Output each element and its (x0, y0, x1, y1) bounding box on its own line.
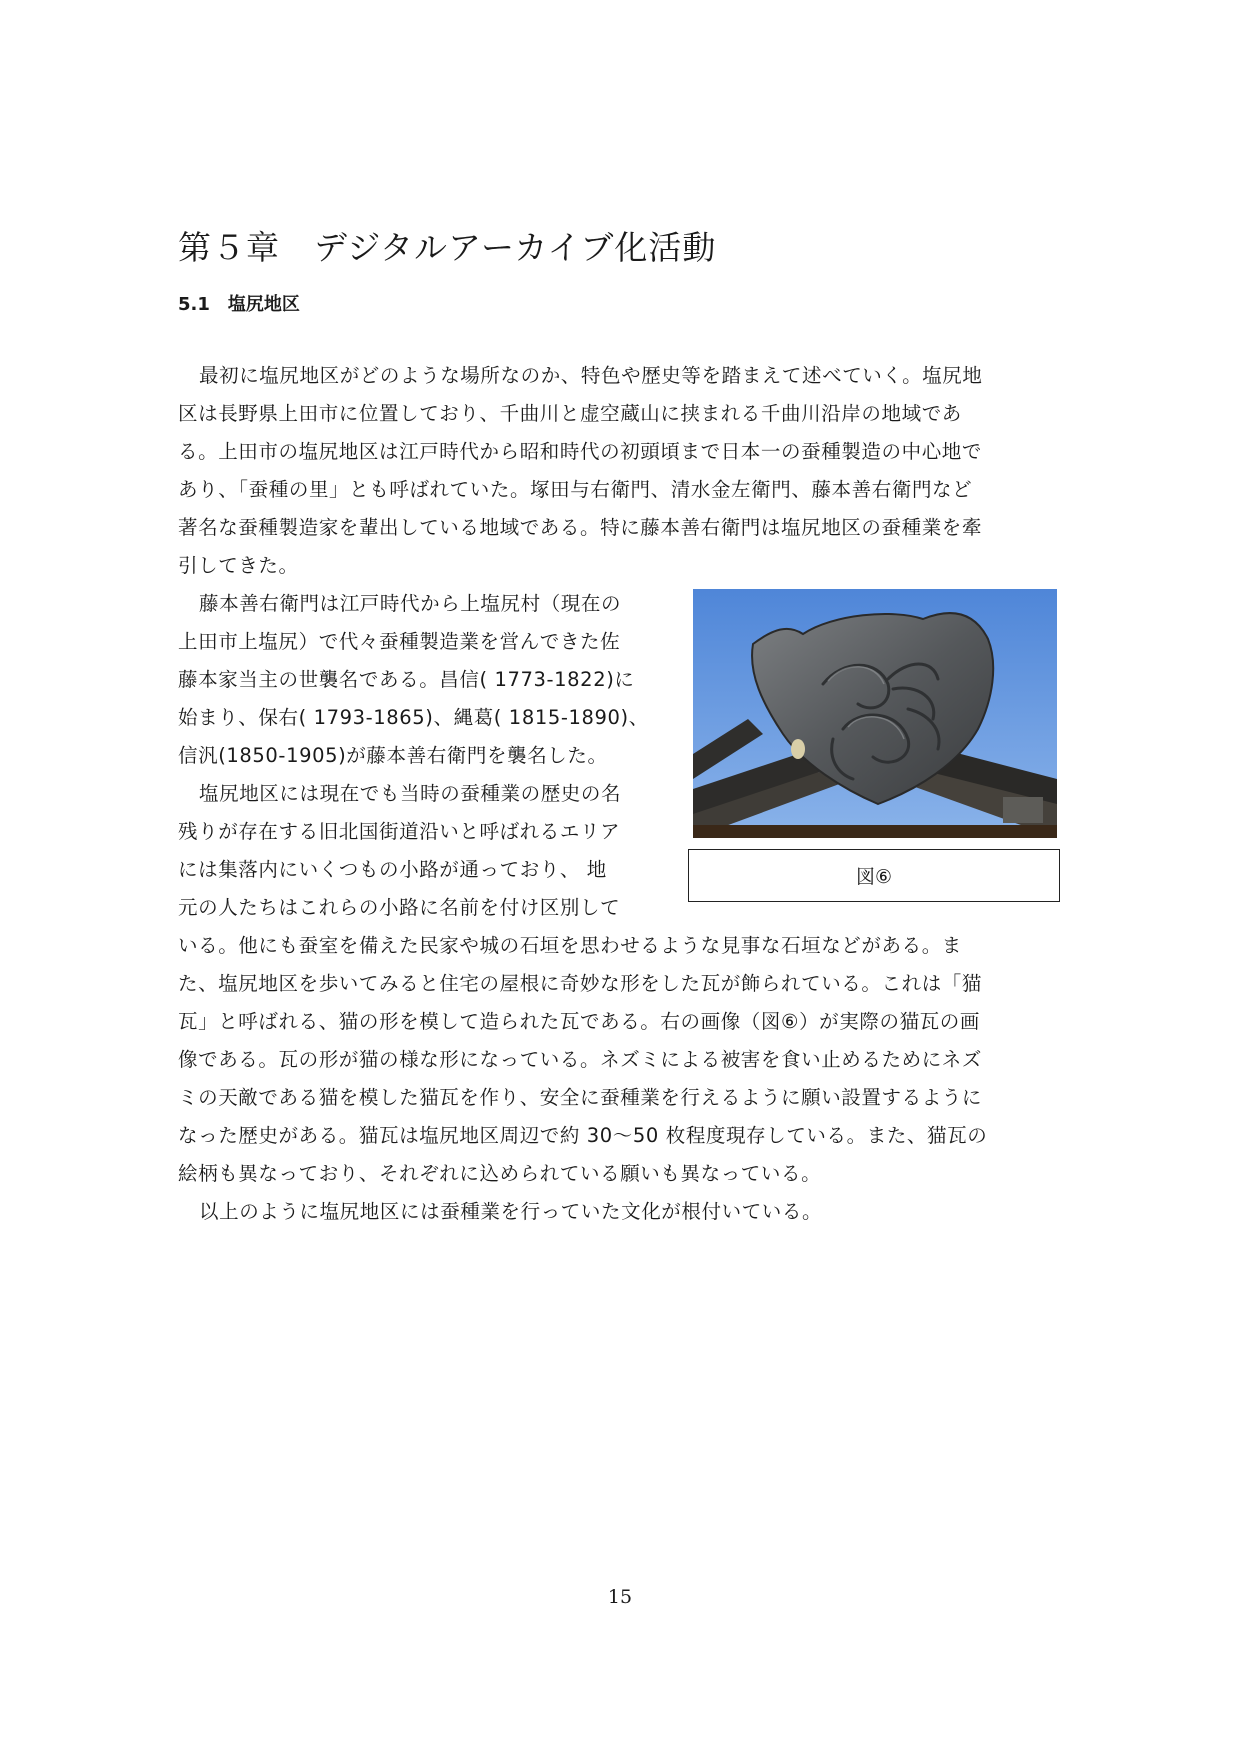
paragraph-line: 始まり、保右( 1793-1865)、縄葛( 1815-1890)、 (178, 706, 649, 729)
paragraph-line: 著名な蚕種製造家を輩出している地域である。特に藤本善右衛門は塩尻地区の蚕種業を牽 (178, 516, 983, 539)
paragraph-line: 引してきた。 (178, 554, 299, 577)
cat-roof-tile-photo (693, 589, 1057, 838)
paragraph-line: 最初に塩尻地区がどのような場所なのか、特色や歴史等を踏まえて述べていく。塩尻地 (199, 364, 983, 387)
paragraph-line: 塩尻地区には現在でも当時の蚕種業の歴史の名 (199, 782, 622, 805)
section-title: 5.1 塩尻地区 (178, 294, 300, 315)
paragraph-line: 元の人たちはこれらの小路に名前を付け区別して (178, 896, 621, 919)
paragraph-line: 瓦」と呼ばれる、猫の形を模して造られた瓦である。右の画像（図⑥）が実際の猫瓦の画 (178, 1010, 980, 1033)
paragraph-line: あり、「蚕種の里」とも呼ばれていた。塚田与右衛門、清水金左衛門、藤本善右衛門など (178, 478, 973, 501)
paragraph-line: 区は長野県上田市に位置しており、千曲川と虚空蔵山に挟まれる千曲川沿岸の地域であ (178, 402, 962, 425)
paragraph-line: には集落内にいくつもの小路が通っており、 地 (178, 858, 607, 881)
paragraph-line: る。上田市の塩尻地区は江戸時代から昭和時代の初頭頃まで日本一の蚕種製造の中心地で (178, 440, 983, 463)
paragraph-line: 藤本家当主の世襲名である。昌信( 1773-1822)に (178, 668, 635, 691)
paragraph-line: なった歴史がある。猫瓦は塩尻地区周辺で約 30〜50 枚程度現存している。また、猫瓦の (178, 1124, 988, 1147)
paragraph-line: ミの天敵である猫を模した猫瓦を作り、安全に蚕種業を行えるように願い設置するように (178, 1086, 983, 1109)
paragraph-line: 信汎(1850-1905)が藤本善右衛門を襲名した。 (178, 744, 608, 767)
page-number: 15 (607, 1586, 633, 1608)
paragraph-line: 上田市上塩尻）で代々蚕種製造業を営んできた佐 (178, 630, 621, 653)
paragraph-line: た、塩尻地区を歩いてみると住宅の屋根に奇妙な形をした瓦が飾られている。これは「猫 (178, 972, 983, 995)
paragraph-line: 絵柄も異なっており、それぞれに込められている願いも異なっている。 (178, 1162, 822, 1185)
paragraph-line: いる。他にも蚕室を備えた民家や城の石垣を思わせるような見事な石垣などがある。ま (178, 934, 962, 957)
paragraph-line: 像である。瓦の形が猫の様な形になっている。ネズミによる被害を食い止めるためにネズ (178, 1048, 983, 1071)
paragraph-line: 藤本善右衛門は江戸時代から上塩尻村（現在の (199, 592, 622, 615)
figure-caption: 図⑥ (688, 849, 1060, 902)
paragraph-line: 残りが存在する旧北国街道沿いと呼ばれるエリア (178, 820, 621, 843)
paragraph-line: 以上のように塩尻地区には蚕種業を行っていた文化が根付いている。 (199, 1200, 823, 1223)
chapter-title: 第５章 デジタルアーカイブ化活動 (178, 228, 717, 267)
